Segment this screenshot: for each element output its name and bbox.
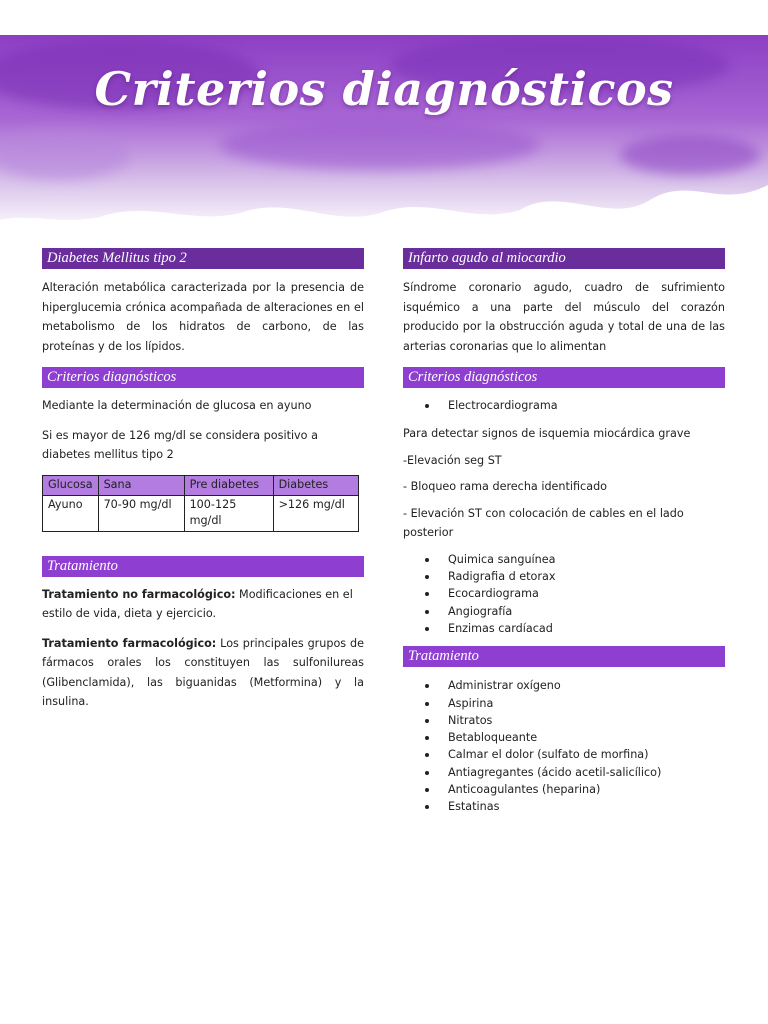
- list-item: [403, 781, 725, 798]
- list-item-label: Nitratos: [448, 713, 493, 727]
- bullet-icon: [425, 684, 429, 688]
- table-row: [43, 495, 359, 531]
- section-header-tratamiento-right: Tratamiento: [403, 646, 725, 667]
- bullet-icon: [425, 805, 429, 809]
- list-item: [403, 603, 725, 620]
- list-item-label: Electrocardiograma: [448, 399, 558, 412]
- criterios-right-text-1: Para detectar signos de isquemia miocárdica grave: [403, 427, 691, 441]
- bullet-icon: [425, 753, 429, 757]
- list-item: [403, 746, 725, 763]
- list-item-label: Ecocardiograma: [448, 587, 539, 601]
- criterios-right-text-2: -Elevación seg ST: [403, 453, 502, 467]
- list-item-label: Enzimas cardíacad: [448, 621, 553, 635]
- list-item: [403, 551, 725, 568]
- list-item-label: Anticoagulantes (heparina): [448, 783, 601, 797]
- bullet-icon: [425, 404, 429, 408]
- list-item: [403, 620, 725, 637]
- list-item-label: Angiografía: [448, 604, 513, 618]
- glucose-table: [42, 475, 359, 532]
- criterios-list-2: [403, 551, 725, 637]
- right-column: [403, 248, 725, 816]
- list-item: [403, 677, 725, 694]
- list-item: [403, 695, 725, 712]
- list-item: [403, 585, 725, 602]
- list-item-label: Administrar oxígeno: [448, 679, 561, 693]
- section-header-criterios-right: Criterios diagnósticos: [403, 367, 725, 388]
- list-item-label: Betabloqueante: [448, 731, 538, 745]
- table-cell: 100-125 mg/dl: [184, 495, 273, 531]
- list-item-label: Radigrafia d etorax: [448, 570, 556, 584]
- treatment-pharma: [42, 634, 364, 712]
- list-item: [403, 712, 725, 729]
- list-item-label: Aspirina: [448, 696, 494, 710]
- list-item-label: Quimica sanguínea: [448, 552, 556, 566]
- treatment-non-pharma-label: Tratamiento no farmacológico:: [42, 587, 236, 601]
- table-header-cell: Glucosa: [43, 475, 99, 495]
- list-item: [403, 397, 725, 414]
- bullet-icon: [425, 788, 429, 792]
- treatment-non-pharma-text: Modificaciones en el estilo de vida, dieta y ejercicio.: [42, 587, 353, 620]
- section-header-tratamiento-left: Tratamiento: [42, 556, 364, 577]
- bullet-icon: [425, 736, 429, 740]
- table-cell: >126 mg/dl: [273, 495, 358, 531]
- list-item-label: Estatinas: [448, 800, 500, 814]
- section-header-diabetes: Diabetes Mellitus tipo 2: [42, 248, 364, 269]
- criterios-text-1: Mediante la determinación de glucosa en ayuno: [42, 399, 312, 412]
- list-item: [403, 568, 725, 585]
- list-item-label: Calmar el dolor (sulfato de morfina): [448, 748, 649, 762]
- criterios-text-2: Si es mayor de 126 mg/dl se considera positivo a diabetes mellitus tipo 2: [42, 428, 318, 461]
- list-item: [403, 764, 725, 781]
- treatment-pharma-label: Tratamiento farmacológico:: [42, 636, 217, 650]
- table-cell: Ayuno: [43, 495, 99, 531]
- criterios-right-text-4: - Elevación ST con colocación de cables en el lado posterior: [403, 506, 684, 540]
- table-header-cell: Pre diabetes: [184, 475, 273, 495]
- infarto-description: Síndrome coronario agudo, cuadro de sufrimiento isquémico a una parte del músculo del corazón producido por la obstrucción aguda y total de una de las arterias coronarias que lo alimentan: [403, 281, 725, 353]
- list-item-label: Antiagregantes (ácido acetil-salicílico): [448, 765, 662, 779]
- list-item: [403, 729, 725, 746]
- table-header-cell: Diabetes: [273, 475, 358, 495]
- diabetes-description: Alteración metabólica caracterizada por la presencia de hiperglucemia crónica acompañada de alteraciones en el metabolismo de los hidratos de carbono, de las proteínas y de los lípidos.: [42, 281, 364, 353]
- criterios-right-text-3: - Bloqueo rama derecha identificado: [403, 480, 608, 494]
- bullet-icon: [425, 627, 429, 631]
- bullet-icon: [425, 592, 429, 596]
- left-column: [42, 248, 364, 712]
- bullet-icon: [425, 719, 429, 723]
- bullet-icon: [425, 575, 429, 579]
- table-header-cell: Sana: [98, 475, 184, 495]
- page-title: Criterios diagnósticos: [94, 62, 674, 116]
- section-header-criterios-left: Criterios diagnósticos: [42, 367, 364, 388]
- table-cell: 70-90 mg/dl: [98, 495, 184, 531]
- bullet-icon: [425, 558, 429, 562]
- section-header-infarto: Infarto agudo al miocardio: [403, 248, 725, 269]
- bullet-icon: [425, 771, 429, 775]
- criterios-list-1: [403, 397, 725, 414]
- table-header-row: [43, 475, 359, 495]
- list-item: [403, 798, 725, 815]
- bullet-icon: [425, 610, 429, 614]
- treatment-pharma-text: Los principales grupos de fármacos orales los constituyen las sulfonilureas (Glibenclamida), las biguanidas (Metformina) y la insulina.: [42, 636, 365, 708]
- tratamiento-list: [403, 677, 725, 815]
- treatment-non-pharma: [42, 585, 364, 624]
- bullet-icon: [425, 702, 429, 706]
